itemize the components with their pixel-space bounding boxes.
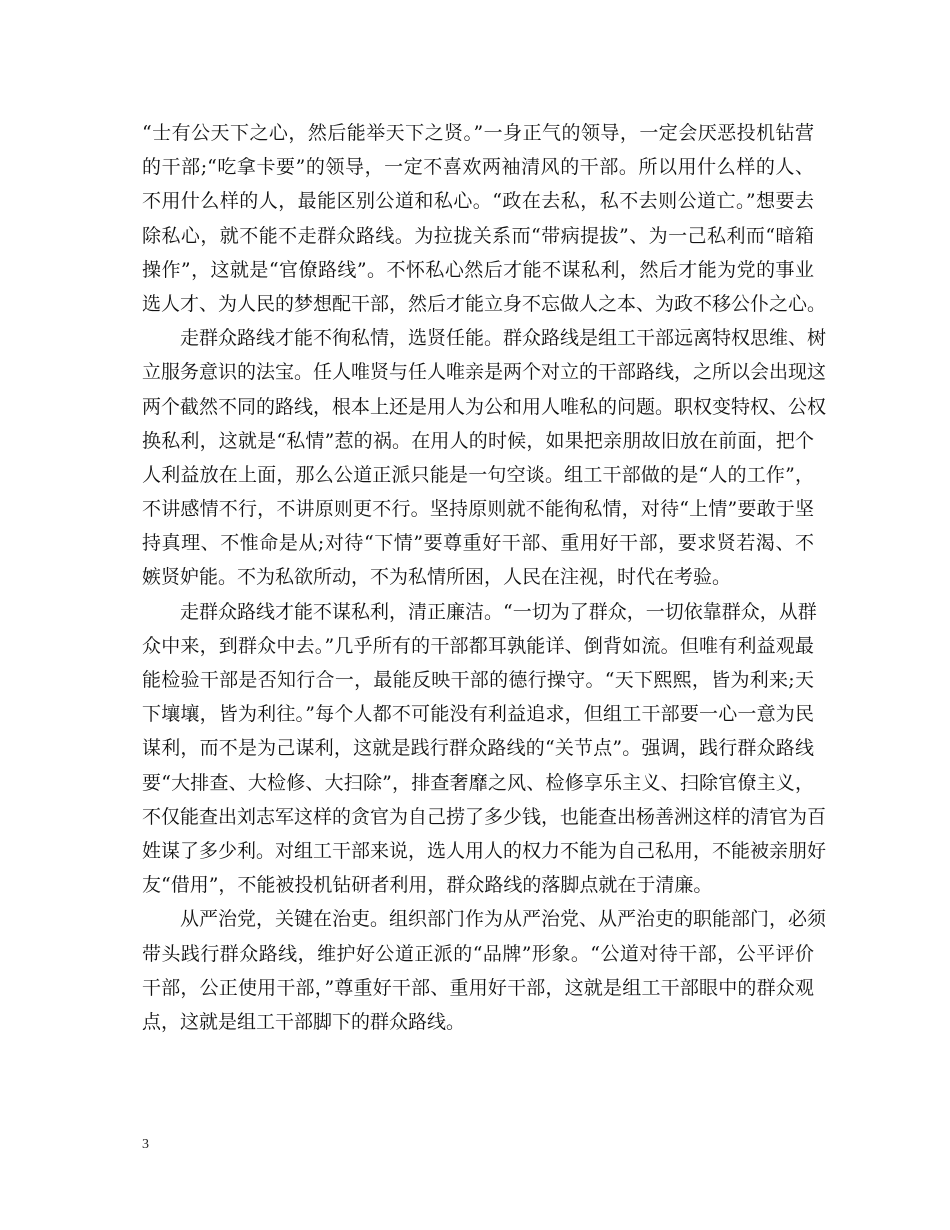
body-text xyxy=(142,116,827,1039)
text-line: 操作”，这就是“官僚路线”。不怀私心然后才能不谋私利，然后才能为党的事业 xyxy=(142,258,814,281)
text-line: 不仅能查出刘志军这样的贪官为自己捞了多少钱，也能查出杨善洲这样的清官为百 xyxy=(142,805,827,828)
text-line: “士有公天下之心，然后能举天下之贤。”一身正气的领导，一定会厌恶投机钻营 xyxy=(142,122,814,144)
text-line: 立服务意识的法宝。任人唯贤与任人唯亲是两个对立的干部路线，之所以会出现这 xyxy=(142,361,827,384)
text-line: 选人才、为人民的梦想配干部，然后才能立身不忘做人之本、为政不移公仆之心。 xyxy=(142,292,827,315)
text-line: 人利益放在上面，那么公道正派只能是一句空谈。组工干部做的是“人的工作”， xyxy=(142,463,814,486)
text-line: 谋利，而不是为己谋利，这就是践行群众路线的“关节点”。强调，践行群众路线 xyxy=(142,737,814,760)
text-line: 能检验干部是否知行合一，最能反映干部的德行操守。“天下熙熙，皆为利来;天 xyxy=(142,669,814,691)
text-line: 众中来，到群众中去。”几乎所有的干部都耳孰能详、倒背如流。但唯有利益观最 xyxy=(142,634,814,657)
text-line: 带头践行群众路线，维护好公道正派的“品牌”形象。“公道对待干部，公平评价 xyxy=(142,942,814,965)
text-line: 走群众路线才能不谋私利，清正廉洁。“一切为了群众，一切依靠群众，从群 xyxy=(142,600,817,623)
text-line: 走群众路线才能不徇私情，选贤任能。群众路线是组工干部远离特权思维、树 xyxy=(142,327,827,350)
text-line: 要“大排查、大检修、大扫除”，排查奢靡之风、检修享乐主义、扫除官僚主义， xyxy=(142,771,814,794)
text-line: 持真理、不惟命是从;对待“下情”要尊重好干部、重用好干部，要求贤若渴、不 xyxy=(142,532,814,555)
text-line: 下壤壤，皆为利往。”每个人都不可能没有利益追求，但组工干部要一心一意为民 xyxy=(142,703,814,726)
text-line: 不用什么样的人，最能区别公道和私心。“政在去私，私不去则公道亡。”想要去 xyxy=(142,190,814,213)
text-line: 姓谋了多少利。对组工干部来说，选人用人的权力不能为自己私用，不能被亲朋好 xyxy=(142,839,827,862)
text-line: 从严治党，关键在治吏。组织部门作为从严治党、从严治吏的职能部门，必须 xyxy=(142,908,827,931)
page-number: 3 xyxy=(142,1137,149,1152)
text-line: 不讲感情不行，不讲原则更不行。坚持原则就不能徇私情，对待“上情”要敢于坚 xyxy=(142,498,814,521)
text-line: 点，这就是组工干部脚下的群众路线。 xyxy=(142,1010,466,1033)
text-line: 换私利，这就是“私情”惹的祸。在用人的时候，如果把亲朋故旧放在前面，把个 xyxy=(142,429,814,452)
text-line: 两个截然不同的路线，根本上还是用人为公和用人唯私的问题。职权变特权、公权 xyxy=(142,395,827,418)
text-line: 友“借用”，不能被投机钻研者利用，群众路线的落脚点就在于清廉。 xyxy=(142,874,713,897)
text-line: 的干部;“吃拿卡要”的领导，一定不喜欢两袖清风的干部。所以用什么样的人、 xyxy=(142,156,814,179)
text-line: 除私心，就不能不走群众路线。为拉拢关系而“带病提拔”、为一己私利而“暗箱 xyxy=(142,224,814,247)
text-line: 干部，公正使用干部，”尊重好干部、重用好干部，这就是组工干部眼中的群众观 xyxy=(142,976,814,999)
text-line: 嫉贤妒能。不为私欲所动，不为私情所困，人民在注视，时代在考验。 xyxy=(142,566,732,589)
